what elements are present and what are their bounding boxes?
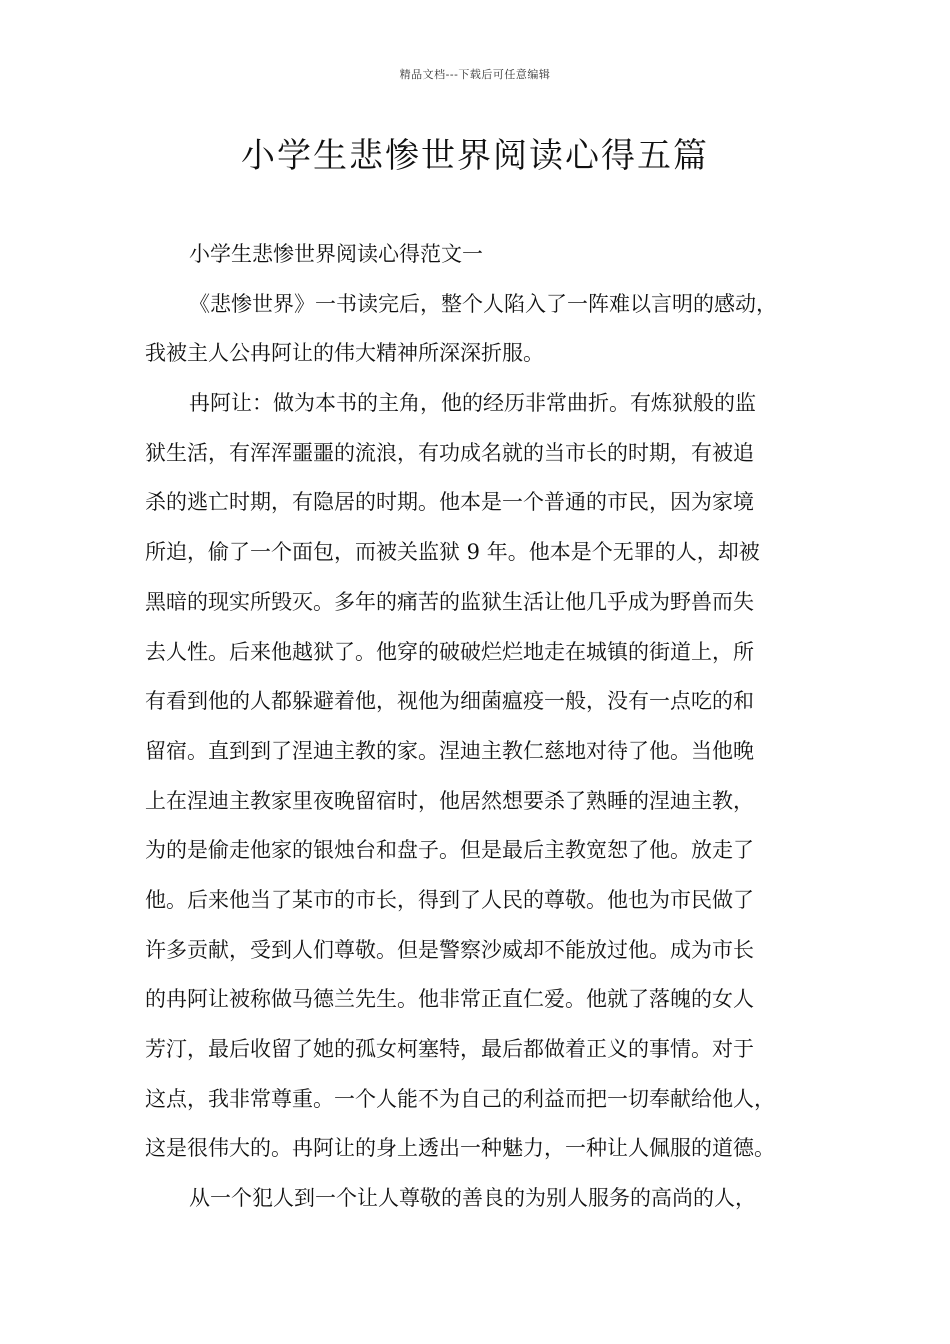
document-body	[145, 230, 820, 1224]
text-line: 黑暗的现实所毁灭。多年的痛苦的监狱生活让他几乎成为野兽而失	[145, 589, 754, 614]
text-line: 为的是偷走他家的银烛台和盘子。但是最后主教宽恕了他。放走了	[145, 838, 754, 863]
text-line: 这是很伟大的。冉阿让的身上透出一种魅力，一种让人佩服的道德。	[145, 1136, 775, 1161]
text-line: 去人性。后来他越狱了。他穿的破破烂烂地走在城镇的街道上，所	[145, 639, 754, 664]
text-line: 所迫，偷了一个面包，而被关监狱 9 年。他本是个无罪的人，却被	[145, 540, 760, 565]
text-line: 许多贡献，受到人们尊敬。但是警察沙威却不能放过他。成为市长	[145, 937, 754, 962]
header-note: 精品文档---下载后可任意编辑	[399, 68, 551, 81]
text-line: 从一个犯人到一个让人尊敬的善良的为别人服务的高尚的人，	[189, 1186, 756, 1211]
text-line: 我被主人公冉阿让的伟大精神所深深折服。	[145, 341, 544, 366]
text-line: 有看到他的人都躲避着他，视他为细菌瘟疫一般，没有一点吃的和	[145, 689, 754, 714]
document-title: 小学生悲惨世界阅读心得五篇	[241, 136, 709, 176]
text-line: 芳汀，最后收留了她的孤女柯塞特，最后都做着正义的事情。对于	[145, 1037, 754, 1061]
text-line: 狱生活，有浑浑噩噩的流浪，有功成名就的当市长的时期，有被追	[145, 440, 754, 465]
text-line: 冉阿让：做为本书的主角，他的经历非常曲折。有炼狱般的监	[189, 391, 756, 416]
text-line: 留宿。直到到了涅迪主教的家。涅迪主教仁慈地对待了他。当他晚	[145, 738, 754, 763]
text-line: 杀的逃亡时期，有隐居的时期。他本是一个普通的市民，因为家境	[145, 490, 754, 515]
text-line: 这点，我非常尊重。一个人能不为自己的利益而把一切奉献给他人，	[145, 1086, 775, 1111]
text-line: 上在涅迪主教家里夜晚留宿时，他居然想要杀了熟睡的涅迪主教，	[145, 788, 754, 813]
text-line: 他。后来他当了某市的市长，得到了人民的尊敬。他也为市民做了	[145, 887, 754, 912]
text-line: 的冉阿让被称做马德兰先生。他非常正直仁爱。他就了落魄的女人	[145, 987, 754, 1012]
text-line: 小学生悲惨世界阅读心得范文一	[189, 242, 483, 266]
text-line: 《悲惨世界》一书读完后，整个人陷入了一阵难以言明的感动，	[189, 291, 777, 316]
